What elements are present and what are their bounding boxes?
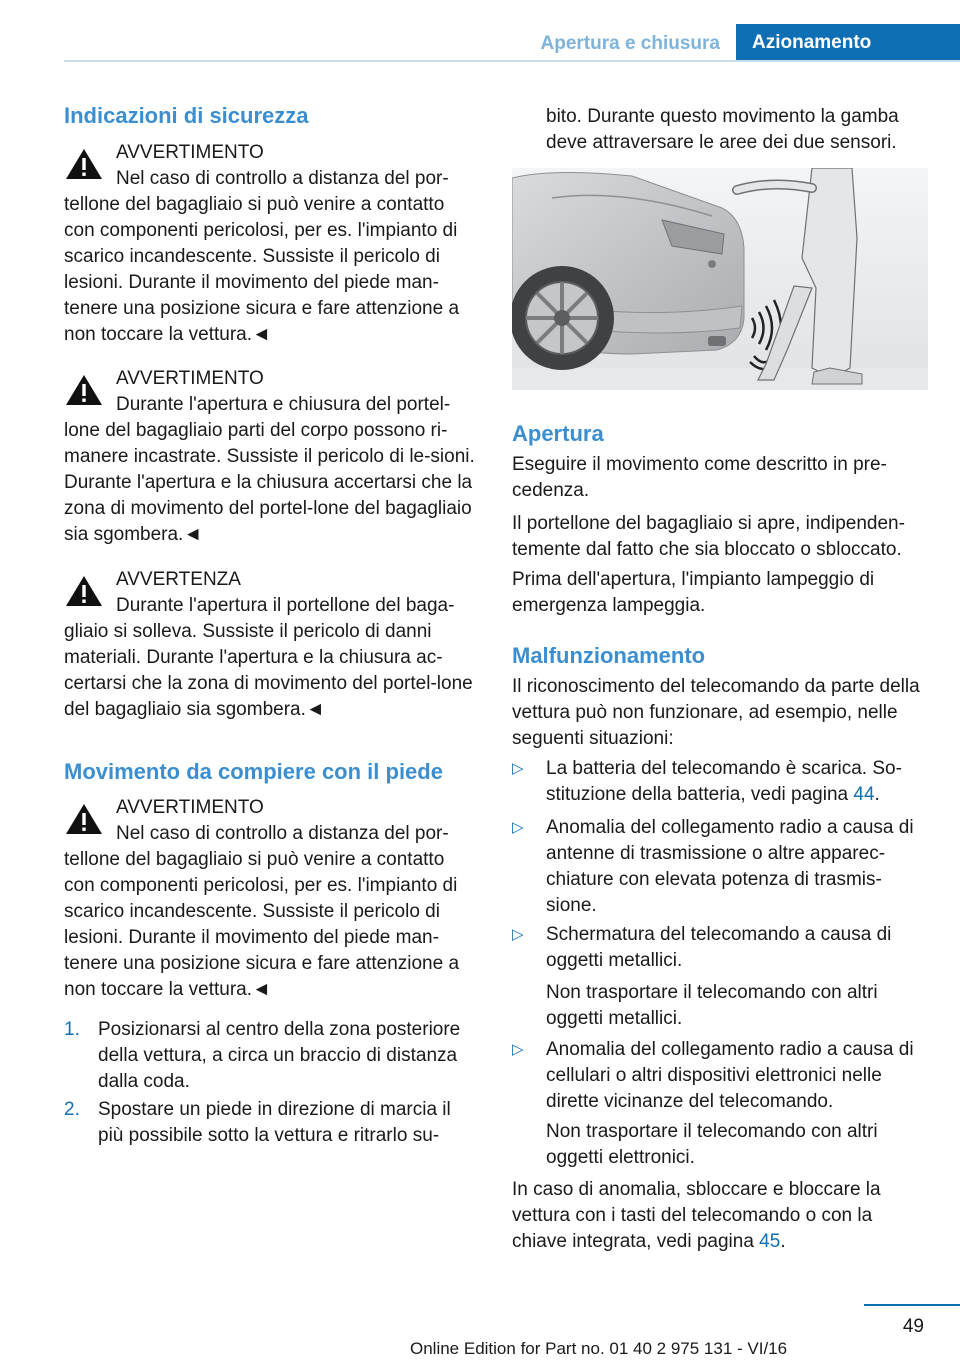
bullet-note: Non trasportare il telecomando con altri oggetti elettronici. [546, 1121, 878, 1168]
malfunction-heading: Malfunzionamento [512, 643, 706, 668]
tailgate-foot-sensor-illustration [512, 168, 928, 390]
page-link-44[interactable]: 44 [853, 784, 875, 805]
closing-paragraph: In caso di anomalia, sbloccare e bloccare la vettura con i tasti del telecomando o con la chiave integrata, vedi pagina 45. [512, 1179, 881, 1252]
bullet-text: Anomalia del collegamento radio a causa di cellulari o altri dispositivi elettronici nelle dirette vicinanze del telecomando. [546, 1039, 914, 1112]
bullet-note: Non trasportare il telecomando con altri oggetti metallici. [546, 982, 878, 1029]
step-number: 1. [64, 1019, 80, 1040]
header-divider [64, 60, 960, 62]
warning-title: AVVERTIMENTO [116, 368, 264, 389]
bullet-text: La batteria del telecomando è scarica. So-stituzione della batteria, vedi pagina 44. [546, 758, 902, 805]
warning-body: Nel caso di controllo a distanza del por-tellone del bagagliaio si può venire a contatto con componenti pericolosi, per es. l'impianto di scarico incandescente. Sussiste il pericolo di lesioni. Durante il movimento del piede man-tenere una posizione sicura e fare attenzione a non toccare la vettura.◄ [64, 168, 460, 345]
apertura-paragraph-2: Il portellone del bagagliaio si apre, indipenden-temente dal fatto che sia bloccato o sbloccato. [512, 513, 905, 560]
edition-footer: Online Edition for Part no. 01 40 2 975 131 - VI/16 [410, 1339, 788, 1358]
triangle-right-bullet-icon: ▷ [512, 760, 524, 777]
triangle-right-bullet-icon: ▷ [512, 819, 524, 836]
step-text: Posizionarsi al centro della zona posteriore della vettura, a circa un braccio di distanza dalla coda. [98, 1019, 461, 1092]
bullet-text: Anomalia del collegamento radio a causa di antenne di trasmissione o altre apparec-chiature con elevata potenza di trasmis-sione. [546, 817, 914, 916]
movement-heading: Movimento da compiere con il piede [64, 759, 443, 784]
header-chapter-tab: Azionamento [736, 24, 960, 62]
bullet-text: Schermatura del telecomando a causa di oggetti metallici. [546, 924, 892, 971]
triangle-right-bullet-icon: ▷ [512, 1041, 524, 1058]
step-number: 2. [64, 1099, 80, 1120]
warning-body: Durante l'apertura il portellone del baga-gliaio si solleva. Sussiste il pericolo di danni materiali. Durante l'apertura e la chiusura ac-certarsi che la zona di movimento del portel-lone del bagagliaio sia sgombera.◄ [64, 595, 473, 720]
safety-heading: Indicazioni di sicurezza [64, 103, 309, 128]
warning-title: AVVERTENZA [116, 569, 241, 590]
car-rear-with-foot-graphic [512, 168, 928, 390]
warning-title: AVVERTIMENTO [116, 142, 264, 163]
step-text: Spostare un piede in direzione di marcia il più possibile sotto la vettura e ritrarlo su- [98, 1099, 451, 1146]
apertura-paragraph-3: Prima dell'apertura, l'impianto lampeggio di emergenza lampeggia. [512, 569, 875, 616]
page-number: 49 [902, 1316, 924, 1337]
header-section-title: Apertura e chiusura [540, 33, 720, 54]
warning-body: Nel caso di controllo a distanza del por-tellone del bagagliaio si può venire a contatto con componenti pericolosi, per es. l'impianto di scarico incandescente. Sussiste il pericolo di lesioni. Durante il movimento del piede man-tenere una posizione sicura e fare attenzione a non toccare la vettura.◄ [64, 823, 460, 1000]
warning-body: Durante l'apertura e chiusura del portel-lone del bagagliaio parti del corpo possono ri-manere incastrate. Sussiste il pericolo di le-sioni. Durante l'apertura e la chiusura accertarsi che la zona di movimento del portel-lone del bagagliaio sia sgombera.◄ [64, 394, 475, 545]
warning-title: AVVERTIMENTO [116, 797, 264, 818]
step-continuation-text: bito. Durante questo movimento la gamba deve attraversare le aree dei due sensori. [546, 106, 899, 153]
page-link-45[interactable]: 45 [759, 1231, 781, 1252]
malfunction-intro: Il riconoscimento del telecomando da parte della vettura può non funzionare, ad esempio, nelle seguenti situazioni: [512, 676, 920, 749]
triangle-right-bullet-icon: ▷ [512, 926, 524, 943]
apertura-paragraph-1: Eseguire il movimento come descritto in pre-cedenza. [512, 454, 887, 501]
footer-divider [864, 1304, 960, 1306]
apertura-heading: Apertura [512, 421, 604, 446]
